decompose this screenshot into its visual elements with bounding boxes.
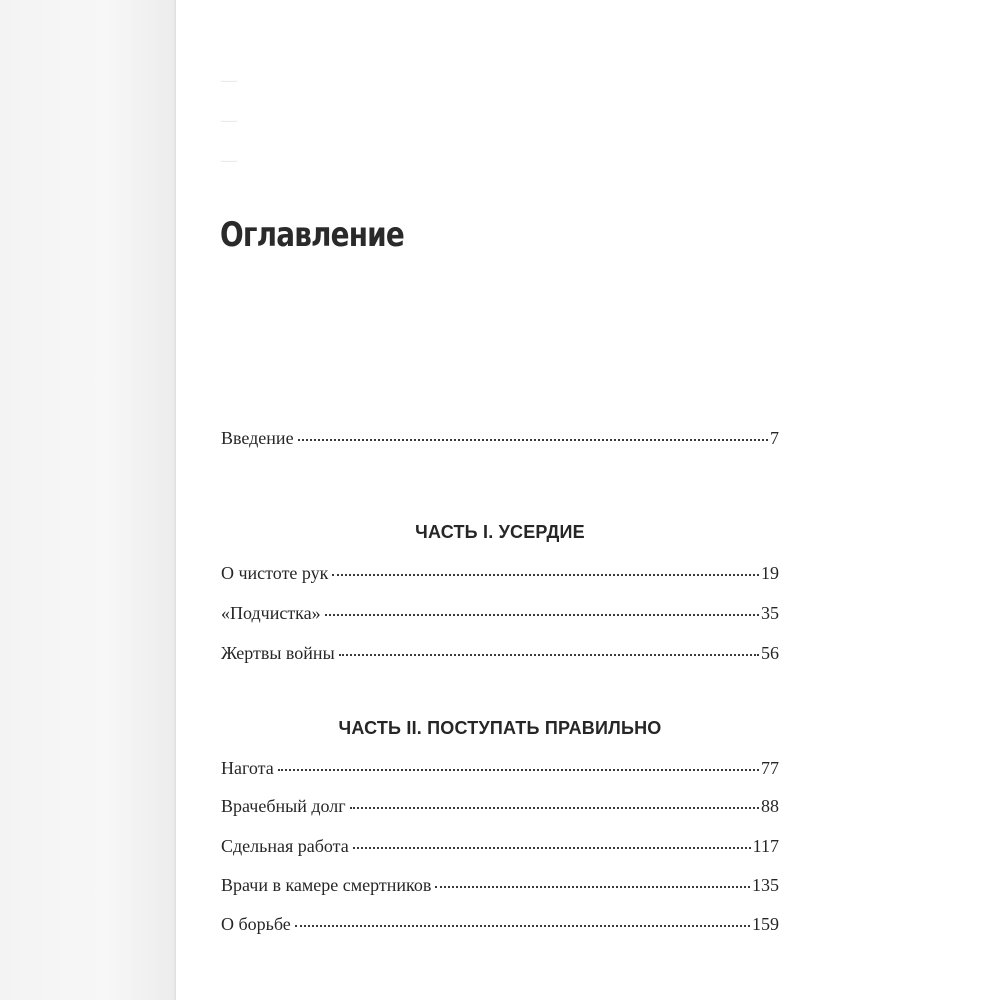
toc-entry-page: 88 bbox=[761, 796, 779, 816]
dot-leader bbox=[298, 439, 768, 441]
dot-leader bbox=[325, 614, 759, 616]
toc-entry-page: 19 bbox=[761, 563, 779, 583]
toc-entry-page: 35 bbox=[761, 603, 779, 623]
toc-entry-label: Врачи в камере смертников bbox=[221, 875, 432, 895]
toc-entry-label: Нагота bbox=[221, 758, 274, 778]
dot-leader bbox=[278, 769, 759, 771]
toc-entry[interactable] bbox=[221, 643, 779, 673]
toc-entry-label: О борьбе bbox=[221, 914, 291, 934]
toc-entry[interactable] bbox=[221, 603, 779, 633]
toc-entry-intro[interactable] bbox=[221, 428, 779, 458]
dot-leader bbox=[435, 886, 750, 888]
toc-entry[interactable] bbox=[221, 796, 779, 826]
dot-leader bbox=[339, 654, 759, 656]
toc-entry-page: 117 bbox=[752, 836, 779, 856]
toc-entry-label: О чистоте рук bbox=[221, 563, 329, 583]
dot-leader bbox=[350, 807, 759, 809]
show-through-mark: — bbox=[220, 70, 238, 91]
toc-entry-label: Жертвы войны bbox=[221, 643, 335, 663]
toc-entry[interactable] bbox=[221, 758, 779, 788]
dot-leader bbox=[353, 847, 751, 849]
toc-entry-page: 135 bbox=[752, 875, 779, 895]
toc-entry[interactable] bbox=[221, 914, 779, 944]
dot-leader bbox=[332, 574, 759, 576]
toc-entry-label: Введение bbox=[221, 428, 294, 448]
toc-entry[interactable] bbox=[221, 875, 779, 905]
toc-entry-label: «Подчистка» bbox=[221, 603, 321, 623]
part-heading: ЧАСТЬ I. УСЕРДИЕ bbox=[415, 522, 585, 542]
part-heading: ЧАСТЬ II. ПОСТУПАТЬ ПРАВИЛЬНО bbox=[338, 718, 662, 738]
toc-entry-page: 7 bbox=[770, 428, 779, 448]
toc-entry[interactable] bbox=[221, 836, 779, 866]
toc-entry[interactable] bbox=[221, 563, 779, 593]
dot-leader bbox=[295, 925, 750, 927]
toc-entry-page: 159 bbox=[752, 914, 779, 934]
page-gutter bbox=[0, 0, 176, 1000]
toc-entry-label: Сдельная работа bbox=[221, 836, 349, 856]
toc-entry-label: Врачебный долг bbox=[221, 796, 346, 816]
page-title: Оглавление bbox=[220, 215, 404, 255]
show-through-mark: — bbox=[220, 110, 238, 131]
toc-entry-page: 77 bbox=[761, 758, 779, 778]
show-through-mark: — bbox=[220, 150, 238, 171]
toc-entry-page: 56 bbox=[761, 643, 779, 663]
